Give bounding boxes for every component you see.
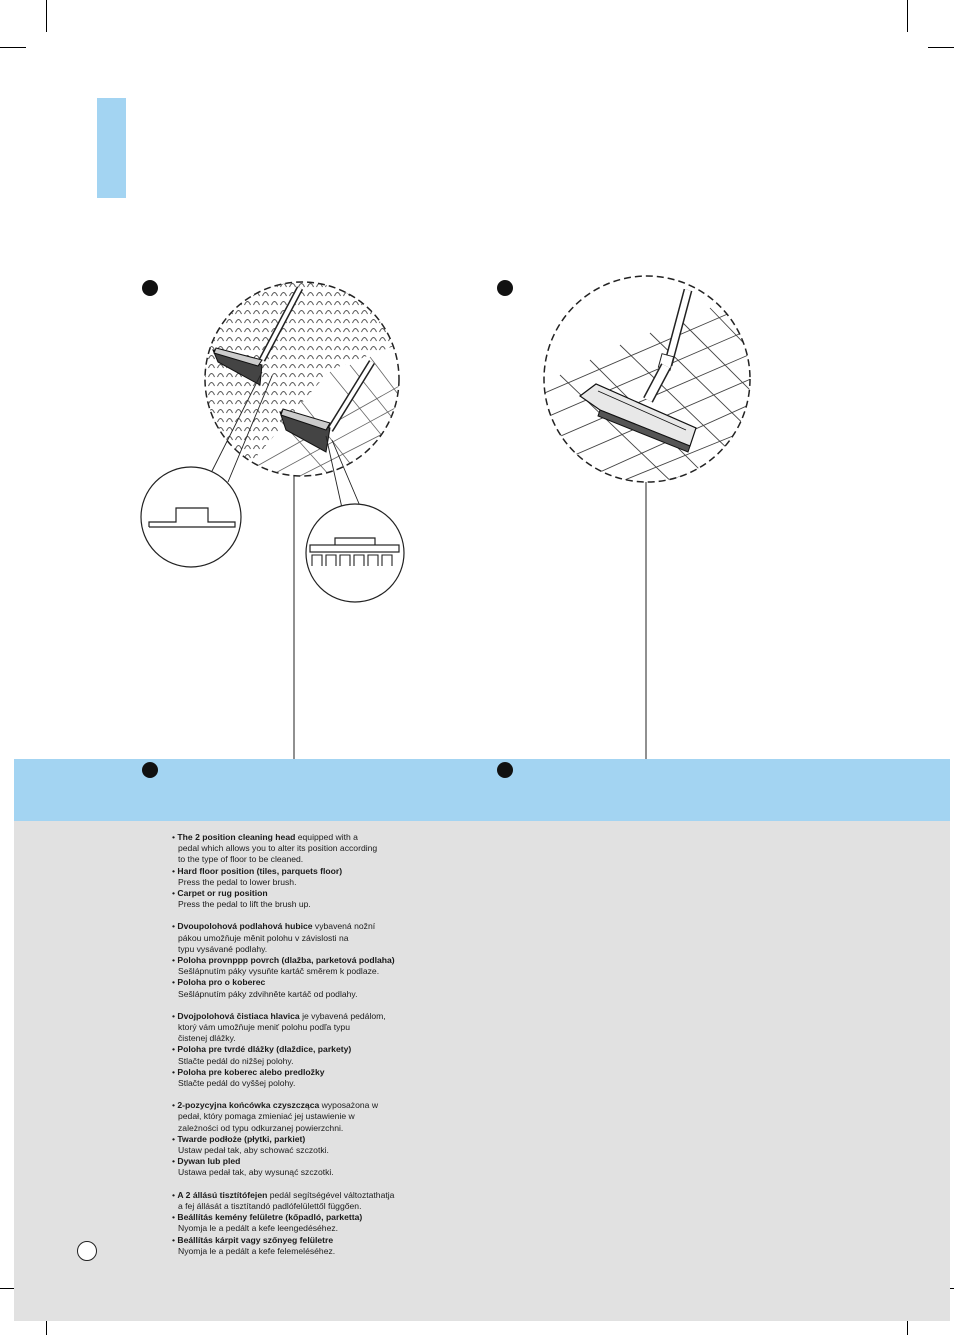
- text-line: [172, 1078, 432, 1089]
- block-gap: [172, 1089, 432, 1100]
- bold-text: Hard floor position (tiles, parquets floor): [177, 865, 343, 876]
- text-line: [172, 1056, 432, 1067]
- bold-text: Poloha provnppp povrch (dlažba, parketová podlaha): [177, 955, 395, 966]
- text-line: [172, 966, 432, 977]
- text-line: [172, 899, 432, 910]
- text-line: [172, 1145, 432, 1156]
- plain-text: pedał, który pomaga zmieniać jej ustawienie w: [178, 1111, 355, 1122]
- marker-dot: [497, 762, 513, 778]
- text-line: [172, 1201, 432, 1212]
- bullet-line: [172, 1190, 432, 1201]
- bullet-line: [172, 888, 432, 899]
- bullet-icon: •: [172, 1133, 178, 1144]
- plain-text: Stlačte pedál do nižšej polohy.: [178, 1055, 294, 1066]
- bold-text: Poloha pro o koberec: [177, 977, 266, 988]
- bold-text: Carpet or rug position: [177, 888, 268, 899]
- plain-text: čistenej dlážky.: [178, 1033, 236, 1044]
- text-line: [172, 877, 432, 888]
- text-line: [172, 1123, 432, 1134]
- hard-floor-detail: [141, 467, 241, 567]
- bullet-icon: •: [172, 955, 178, 966]
- marker-dot: [142, 762, 158, 778]
- bullet-line: [172, 1235, 432, 1246]
- bold-text: The 2 position cleaning head: [177, 832, 296, 842]
- plain-text: Ustaw pedał tak, aby schować szczotki.: [178, 1145, 329, 1156]
- bullet-icon: •: [172, 1044, 178, 1055]
- text-line: [172, 1022, 432, 1033]
- bullet-icon: •: [172, 865, 178, 876]
- bullet-icon: •: [172, 1189, 178, 1200]
- block-gap: [172, 1179, 432, 1190]
- bold-text: Beállítás kárpit vagy szőnyeg felületre: [177, 1234, 334, 1245]
- bullet-line: [172, 1100, 432, 1111]
- bullet-line: [172, 1067, 432, 1078]
- bullet-line: [172, 832, 432, 843]
- bullet-icon: •: [172, 921, 178, 932]
- plain-text: wyposażona w: [319, 1100, 379, 1111]
- bold-text: A 2 állású tisztítófejen: [177, 1189, 268, 1200]
- bold-text: Dvoupolohová podlahová hubice: [177, 921, 313, 932]
- bullet-line: [172, 1156, 432, 1167]
- marker-dot: [497, 280, 513, 296]
- bold-text: 2-pozycyjna końcówka czyszcząca: [177, 1100, 320, 1111]
- plain-text: a fej állását a tisztítandó padlófelülettől függően.: [178, 1200, 362, 1211]
- plain-text: vybavená nožní: [312, 921, 376, 932]
- bullet-icon: •: [172, 1234, 178, 1245]
- instructions-column: [172, 832, 432, 1257]
- bullet-line: [172, 1011, 432, 1022]
- text-line: [172, 944, 432, 955]
- bold-text: Dvojpolohová čistiaca hlavica: [177, 1010, 300, 1021]
- bullet-icon: •: [172, 977, 178, 988]
- plain-text: pedal which allows you to alter its position according: [178, 843, 378, 854]
- page-number-badge: [77, 1241, 97, 1261]
- bullet-icon: •: [172, 1066, 178, 1077]
- plain-text: to the type of floor to be cleaned.: [178, 854, 304, 865]
- bullet-icon: •: [172, 1100, 178, 1111]
- text-line: [172, 989, 432, 1000]
- carpet-detail: [306, 504, 404, 602]
- block-gap: [172, 1000, 432, 1011]
- plain-text: equipped with a: [295, 832, 358, 842]
- plain-text: Press the pedal to lift the brush up.: [178, 899, 311, 910]
- bullet-icon: •: [172, 1212, 178, 1223]
- bold-text: Dywan lub pled: [177, 1156, 241, 1167]
- text-line: [172, 1246, 432, 1257]
- bullet-line: [172, 1134, 432, 1145]
- carpet-floor-scene: [200, 280, 410, 480]
- text-line: [172, 854, 432, 865]
- bullet-line: [172, 921, 432, 932]
- bold-text: Poloha pre tvrdé dlážky (dlaždice, parkety): [177, 1044, 352, 1055]
- bold-text: Twarde podłoże (płytki, parkiet): [177, 1133, 306, 1144]
- plain-text: Nyomja le a pedált a kefe leengedéséhez.: [178, 1223, 339, 1234]
- bullet-icon: •: [172, 1156, 178, 1167]
- bullet-icon: •: [172, 832, 178, 842]
- bullet-line: [172, 1212, 432, 1223]
- block-gap: [172, 910, 432, 921]
- plain-text: Sešlápnutím páky vysuňte kartáč směrem k podlaze.: [178, 966, 380, 977]
- plain-text: Nyomja le a pedált a kefe felemeléséhez.: [178, 1245, 336, 1256]
- plain-text: Stlačte pedál do vyššej polohy.: [178, 1078, 296, 1089]
- bold-text: Beállítás kemény felületre (kőpadló, parketta): [177, 1212, 363, 1223]
- plain-text: Press the pedal to lower brush.: [178, 876, 297, 887]
- text-line: [172, 1167, 432, 1178]
- plain-text: pedál segítségével változtathatja: [267, 1189, 395, 1200]
- text-line: [172, 1111, 432, 1122]
- text-line: [172, 1223, 432, 1234]
- marker-dot: [142, 280, 158, 296]
- bullet-line: [172, 866, 432, 877]
- plain-text: Sešlápnutím páky zdvihněte kartáč od podlahy.: [178, 988, 358, 999]
- bullet-icon: •: [172, 888, 178, 899]
- bullet-line: [172, 955, 432, 966]
- plain-text: pákou umožňuje měnit polohu v závislosti na: [178, 932, 349, 943]
- plain-text: typu vysávané podlahy.: [178, 943, 268, 954]
- bullet-icon: •: [172, 1010, 178, 1021]
- bullet-line: [172, 977, 432, 988]
- text-line: [172, 1033, 432, 1044]
- hard-floor-scene: [540, 290, 760, 490]
- text-line: [172, 933, 432, 944]
- plain-text: Ustawa pedał tak, aby wysunąć szczotki.: [178, 1167, 334, 1178]
- text-line: [172, 843, 432, 854]
- bold-text: Poloha pre koberec alebo predložky: [177, 1066, 325, 1077]
- bullet-line: [172, 1044, 432, 1055]
- plain-text: je vybavená pedálom,: [299, 1010, 386, 1021]
- plain-text: zależności od typu odkurzanej powierzchni.: [178, 1122, 344, 1133]
- plain-text: ktorý vám umožňuje meniť polohu podľa typu: [178, 1022, 350, 1033]
